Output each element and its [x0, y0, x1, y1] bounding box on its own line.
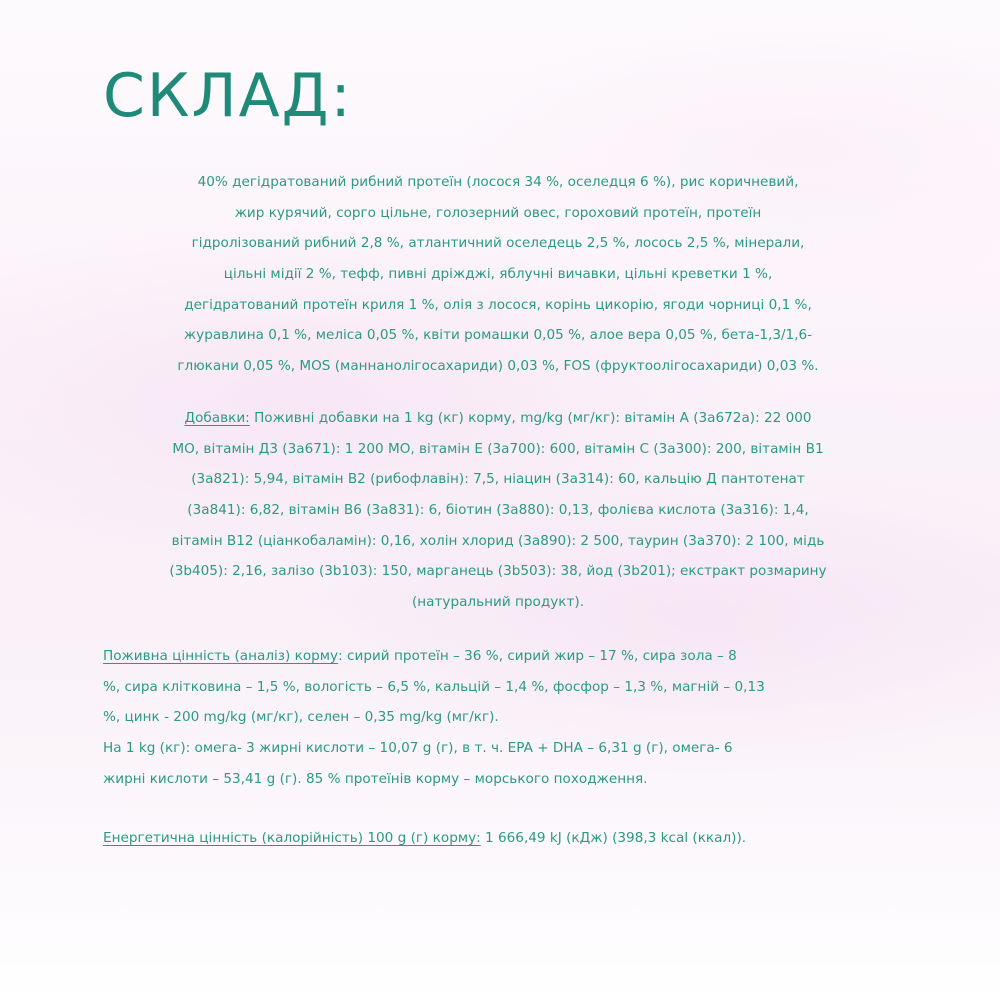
- energy-label: Енергетична цінність (калорійність) 100 g (г) корму:: [103, 830, 481, 846]
- nutrition-text: : сирий протеїн – 36 %, сирий жир – 17 %, сира зола – 8: [338, 648, 737, 664]
- page-title: СКЛАД:: [103, 61, 353, 131]
- composition-line: дегідратований протеїн криля 1 %, олія з лосося, корінь цикорію, ягоди чорниці 0,1 %,: [184, 296, 812, 313]
- additives-line: (натуральний продукт).: [411, 594, 585, 611]
- nutrition-line: %, цинк - 200 mg/kg (мг/кг), селен – 0,35 mg/kg (мг/кг).: [103, 709, 499, 726]
- energy-text: 1 666,49 kJ (кДж) (398,3 kcal (ккал)).: [480, 830, 747, 846]
- additives-text: Поживні добавки на 1 kg (кг) корму, mg/kg (мг/кг): вітамін А (3а672а): 22 000: [249, 410, 812, 426]
- additives-line: (3b405): 2,16, залізо (3b103): 150, марганець (3b503): 38, йод (3b201); екстракт розмарину: [169, 563, 827, 580]
- energy-paragraph: [103, 823, 893, 854]
- nutrition-label: Поживна цінність (аналіз) корму: [103, 648, 339, 664]
- additives-line: (3а841): 6,82, вітамін В6 (3а831): 6, біотин (3а880): 0,13, фолієва кислота (3а316): 1,4,: [187, 502, 809, 519]
- additives-line: (3а821): 5,94, вітамін В2 (рибофлавін): 7,5, ніацин (3а314): 60, кальцію Д пантотенат: [191, 471, 805, 488]
- composition-line: цільні мідії 2 %, тефф, пивні дріжджі, яблучні вичавки, цільні креветки 1 %,: [223, 266, 773, 283]
- additives-label: Добавки:: [184, 410, 250, 426]
- composition-line: журавлина 0,1 %, меліса 0,05 %, квіти ромашки 0,05 %, алое вера 0,05 %, бета-1,3/1,6-: [183, 327, 813, 344]
- composition-line: глюкани 0,05 %, MOS (маннанолігосахариди) 0,03 %, FOS (фруктоолігосахариди) 0,03 %.: [177, 358, 819, 375]
- additives-line: [103, 403, 893, 434]
- composition-line: 40% дегідратований рибний протеїн (лосося 34 %, оселедця 6 %), рис коричневий,: [197, 174, 799, 190]
- composition-line: жир курячий, сорго цільне, голозерний овес, гороховий протеїн, протеїн: [234, 204, 762, 221]
- composition-line: гідролізований рибний 2,8 %, атлантичний оселедець 2,5 %, лосось 2,5 %, мінерали,: [191, 235, 805, 252]
- additives-line: вітамін В12 (ціанкобаламін): 0,16, холін хлорид (3а890): 2 500, таурин (3а370): 2 100, мідь: [171, 532, 825, 549]
- additives-line: МО, вітамін Д3 (3а671): 1 200 МО, вітамін Е (3а700): 600, вітамін С (3а300): 200, вітамін В1: [172, 440, 824, 457]
- nutrition-paragraph: [103, 641, 893, 794]
- nutrition-line: [103, 641, 893, 672]
- energy-line: [103, 823, 893, 854]
- composition-paragraph: [103, 167, 893, 382]
- nutrition-line: %, сира клітковина – 1,5 %, вологість – 6,5 %, кальцій – 1,4 %, фосфор – 1,3 %, магній – 0,13: [103, 678, 765, 695]
- additives-paragraph: [103, 403, 893, 618]
- nutrition-line: жирні кислоти – 53,41 g (г). 85 % протеїнів корму – морського походження.: [103, 770, 648, 787]
- nutrition-line: На 1 kg (кг): омега- 3 жирні кислоти – 10,07 g (г), в т. ч. EPA + DHA – 6,31 g (г), омега- 6: [103, 740, 733, 757]
